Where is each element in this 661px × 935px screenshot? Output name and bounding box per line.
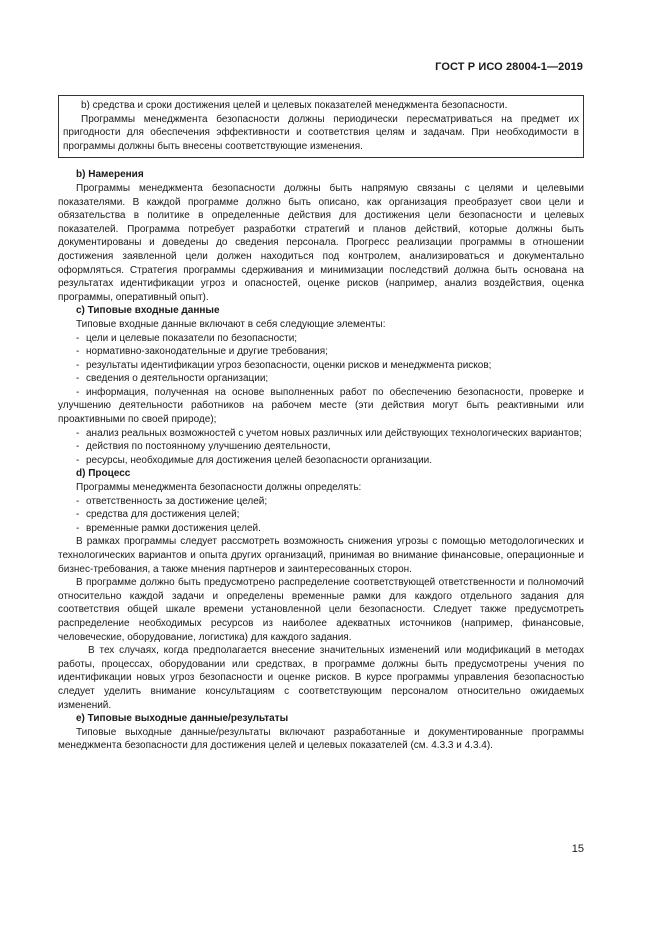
list-item: - цели и целевые показатели по безопасности; <box>76 332 298 344</box>
section-c-list <box>58 332 584 468</box>
section-b-heading: b) Намерения <box>76 169 144 181</box>
list-item: - нормативно-законодательные и другие требования; <box>76 346 328 358</box>
list-item: - анализ реальных возможностей с учетом новых различных или действующих технологических вариантов; <box>76 427 582 439</box>
section-d-list <box>58 495 584 536</box>
section-d-intro: Программы менеджмента безопасности должны определять: <box>76 482 362 494</box>
page-number: 15 <box>571 843 584 855</box>
section-d-paragraph-3: В тех случаях, когда предполагается внесение значительных изменений или модификаций в методах работы, процессах, оборудовании или средствах, в программе должны быть предусмотрены учения по идентификации новых угроз безопасности и оценке рисков. В курсе программы управления безопасностью следует уделить внимание консультациям с соответствующим персоналом относительно ожидаемых изменений. <box>58 645 584 711</box>
section-e-paragraph: Типовые выходные данные/результаты включают разработанные и документированные программы менеджмента безопасности для достижения целей и целевых показателей (см. 4.3.3 и 4.3.4). <box>58 726 584 752</box>
list-item: - средства для достижения целей; <box>76 509 240 521</box>
list-item: - результаты идентификации угроз безопасности, оценки рисков и менеджмента рисков; <box>76 359 492 371</box>
list-item: - действия по постоянному улучшению деятельности, <box>76 441 331 453</box>
section-d-paragraph-1: В рамках программы следует рассмотреть возможность снижения угрозы с помощью методологических и технологических вариантов и опыта других организаций, принимая во внимание финансовые, операционные и бизнес-требования, а также мнения партнеров и заинтересованных сторон. <box>58 536 584 575</box>
box-item-b: b) средства и сроки достижения целей и целевых показателей менеджмента безопасности. <box>81 100 508 111</box>
page-content <box>58 95 584 753</box>
list-item: - ресурсы, необходимые для достижения целей безопасности организации. <box>76 454 433 466</box>
section-d-heading: d) Процесс <box>76 468 131 480</box>
section-b-paragraph: Программы менеджмента безопасности должны быть напрямую связаны с целями и целевыми показателями. В каждой программе должно быть описано, как организация преобразует свои цели и обязательства в политике в определенные действия для достижения цели безопасности и целевых показателей. Программа потребует разработки стратегий и планов действий, которые должны быть документированы и доведены до сведения персонала. Прогресс реализации программы в отношении достижения заявленной цели должен находиться под контролем, анализироваться и документально оформляться. Стратегия программы сдерживания и минимизации последствий должна быть основана на результатах идентификации угроз и опасностей, оценке рисков (например, анализ воздействия, оценка программы, оперативный опыт). <box>58 182 584 303</box>
section-c-heading: c) Типовые входные данные <box>76 305 220 317</box>
list-item: - ответственность за достижение целей; <box>76 495 268 507</box>
list-item: - сведения о деятельности организации; <box>76 373 269 385</box>
list-item: - информация, полученная на основе выполненных работ по обеспечению безопасности, проверке и улучшению деятельности работников на рабочем месте (эти действия могут быть реактивными или проактивными по своей природе); <box>58 386 584 426</box>
box-review-paragraph: Программы менеджмента безопасности должны периодически пересматриваться на предмет их пригодности для обеспечения эффективности и соответствия целям и задачам. При необходимости в программы должны быть внесены соответствующие изменения. <box>63 113 579 152</box>
document-id-header: ГОСТ Р ИСО 28004-1—2019 <box>435 61 583 73</box>
section-d-paragraph-2: В программе должно быть предусмотрено распределение соответствующей ответственности и полномочий относительно каждой задачи и определены временные рамки для каждого отдельного задания для соответствия общей шкале времени установленной цели безопасности. Следует также предусмотреть распределение необходимых ресурсов из наиболее адекватных источников (например, финансовые, человеческие, оборудование, логистика) для каждого задания. <box>58 577 584 643</box>
section-e-heading: e) Типовые выходные данные/результаты <box>76 713 289 725</box>
framed-requirement-box <box>58 95 584 158</box>
list-item: - временные рамки достижения целей. <box>76 522 261 534</box>
section-c-intro: Типовые входные данные включают в себя следующие элементы: <box>76 318 386 330</box>
